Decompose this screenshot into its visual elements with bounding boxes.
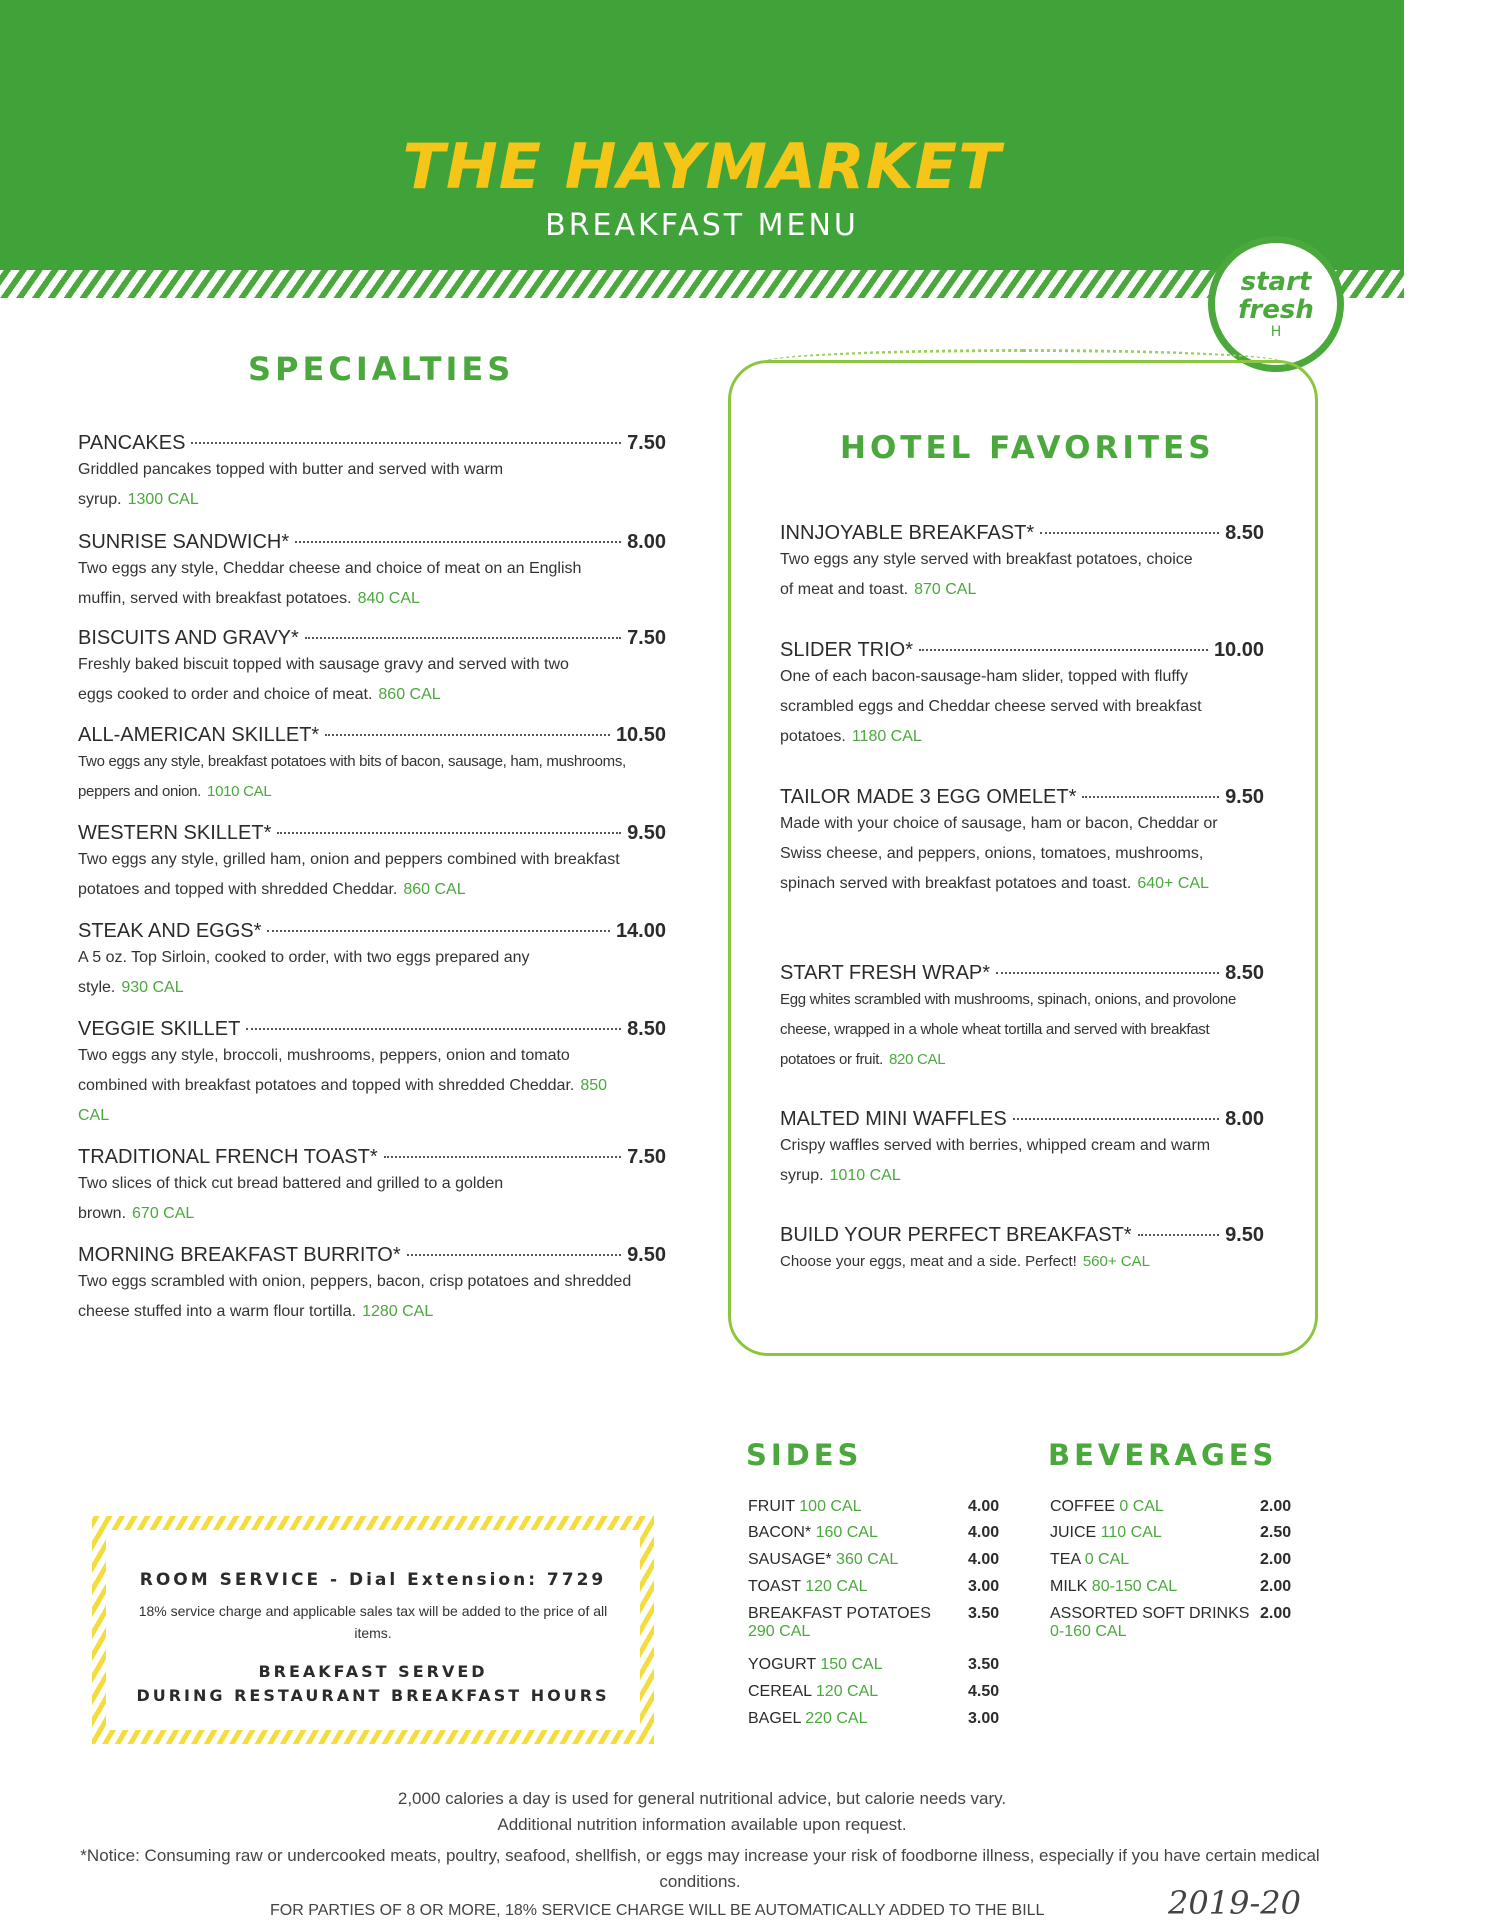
item-calories: 840 CAL	[357, 590, 420, 607]
side-item	[748, 1578, 1008, 1596]
item-description: A 5 oz. Top Sirloin, cooked to order, with two eggs prepared any style.	[78, 949, 530, 996]
item-price: 9.50	[1225, 1224, 1264, 1246]
item-price: 7.50	[627, 1146, 666, 1168]
food-safety-notice: *Notice: Consuming raw or undercooked meats, poultry, seafood, shellfish, or eggs may increase your risk of foodborne illness, especially if you have certain medical conditions.	[80, 1846, 1320, 1891]
item-description: Two slices of thick cut bread battered and grilled to a golden brown.	[78, 1175, 504, 1222]
dot-leader	[267, 930, 610, 932]
header-stripes	[0, 267, 1404, 298]
room-service-extension: ROOM SERVICE - Dial Extension: 7729	[139, 1570, 607, 1590]
dot-leader	[191, 442, 621, 444]
menu-item	[78, 627, 666, 710]
item-name: BUILD YOUR PERFECT BREAKFAST*	[780, 1224, 1132, 1246]
beverages-heading: BEVERAGES	[1048, 1438, 1278, 1472]
item-description: One of each bacon-sausage-ham slider, topped with fluffy scrambled eggs and Cheddar cheese served with breakfast potatoes.	[780, 668, 1202, 745]
menu-item	[780, 1224, 1264, 1277]
item-price: 9.50	[627, 1244, 666, 1266]
menu-item	[780, 786, 1264, 899]
handwritten-year: 2019-20	[1168, 1884, 1301, 1922]
beverage-item	[1050, 1605, 1300, 1641]
room-service-inner	[106, 1530, 640, 1730]
item-name: BACON*	[748, 1524, 812, 1541]
item-calories: 560+ CAL	[1082, 1253, 1150, 1270]
nutrition-info: Additional nutrition information available upon request.	[497, 1815, 907, 1834]
item-price: 8.50	[1225, 522, 1264, 544]
item-calories: 100 CAL	[799, 1498, 862, 1515]
item-name: BISCUITS AND GRAVY*	[78, 627, 299, 649]
calorie-advice: 2,000 calories a day is used for general nutritional advice, but calorie needs vary.	[397, 1789, 1007, 1808]
item-name: TRADITIONAL FRENCH TOAST*	[78, 1146, 378, 1168]
item-description: Griddled pancakes topped with butter and served with warm syrup.	[78, 461, 504, 508]
item-price: 3.50	[968, 1605, 1000, 1622]
hotel-logo-mark: H	[1270, 324, 1282, 340]
item-calories: 120 CAL	[805, 1578, 868, 1595]
side-item	[748, 1605, 1008, 1641]
item-price: 9.50	[1225, 786, 1264, 808]
dot-leader	[305, 637, 621, 639]
item-calories: 930 CAL	[121, 979, 184, 996]
menu-item	[78, 432, 666, 515]
item-name: START FRESH WRAP*	[780, 962, 991, 984]
item-calories: 80-150 CAL	[1091, 1578, 1178, 1595]
item-name: BAGEL	[748, 1710, 801, 1727]
item-description: Two eggs any style served with breakfast potatoes, choice of meat and toast.	[780, 551, 1193, 598]
item-name: COFFEE	[1050, 1498, 1115, 1515]
item-description: Two eggs any style, Cheddar cheese and choice of meat on an English muffin, served with breakfast potatoes.	[78, 560, 582, 607]
item-name: TAILOR MADE 3 EGG OMELET*	[780, 786, 1077, 808]
item-price: 8.50	[627, 1018, 666, 1040]
item-name: TOAST	[748, 1578, 801, 1595]
item-price: 2.00	[1260, 1578, 1292, 1595]
start-fresh-badge	[1215, 243, 1337, 365]
breakfast-hours-line: DURING RESTAURANT BREAKFAST HOURS	[136, 1686, 610, 1705]
item-calories: 120 CAL	[815, 1683, 879, 1700]
side-item	[748, 1683, 1008, 1701]
item-calories: 110 CAL	[1100, 1524, 1162, 1541]
item-description: Two eggs any style, grilled ham, onion and peppers combined with breakfast potatoes and topped with shredded Cheddar.	[78, 851, 620, 898]
item-name: VEGGIE SKILLET	[78, 1018, 241, 1040]
item-calories: 1280 CAL	[362, 1303, 434, 1320]
item-calories: 850 CAL	[78, 1077, 608, 1124]
item-name: MILK	[1050, 1578, 1088, 1595]
dot-leader	[1138, 1234, 1219, 1236]
badge-line1: start	[1240, 267, 1312, 297]
item-calories: 1180 CAL	[851, 728, 922, 745]
item-calories: 360 CAL	[836, 1551, 899, 1568]
side-item	[748, 1710, 1008, 1728]
item-price: 8.00	[627, 531, 666, 553]
item-price: 3.00	[968, 1710, 1000, 1727]
item-name: ASSORTED SOFT DRINKS	[1050, 1605, 1250, 1622]
item-name: MORNING BREAKFAST BURRITO*	[78, 1244, 401, 1266]
side-item	[748, 1498, 1008, 1516]
beverage-item	[1050, 1551, 1300, 1569]
side-item	[748, 1551, 1008, 1569]
menu-item	[780, 522, 1264, 605]
item-calories: 160 CAL	[815, 1524, 878, 1541]
item-calories: 1300 CAL	[127, 491, 199, 508]
item-calories: 860 CAL	[403, 881, 466, 898]
item-name: MALTED MINI WAFFLES	[780, 1108, 1007, 1130]
menu-item	[78, 822, 666, 905]
item-price: 2.00	[1260, 1551, 1292, 1568]
dot-leader	[1040, 532, 1219, 534]
item-calories: 0 CAL	[1119, 1498, 1164, 1515]
item-description: Made with your choice of sausage, ham or bacon, Cheddar or Swiss cheese, and peppers, onions, tomatoes, mushrooms, spinach served with breakfast potatoes and toast.	[780, 815, 1218, 892]
beverage-item	[1050, 1498, 1300, 1516]
item-price: 14.00	[615, 920, 666, 942]
item-name: YOGURT	[748, 1656, 816, 1673]
item-name: STEAK AND EGGS*	[78, 920, 262, 942]
menu-item	[78, 1146, 666, 1229]
menu-item	[780, 1108, 1264, 1191]
party-service-charge: FOR PARTIES OF 8 OR MORE, 18% SERVICE CHARGE WILL BE AUTOMATICALLY ADDED TO THE BILL	[270, 1902, 1045, 1919]
specialties-heading: SPECIALTIES	[248, 350, 515, 388]
item-name: JUICE	[1050, 1524, 1097, 1541]
menu-item	[78, 1244, 666, 1327]
dot-leader	[919, 649, 1208, 651]
item-calories: 0 CAL	[1084, 1551, 1130, 1568]
item-calories: 1010 CAL	[829, 1167, 901, 1184]
item-description: Two eggs any style, broccoli, mushrooms, peppers, onion and tomato combined with breakfast potatoes and topped with shredded Cheddar.	[78, 1047, 575, 1094]
item-price: 4.00	[968, 1498, 1000, 1515]
item-price: 7.50	[627, 432, 666, 454]
item-calories: 670 CAL	[132, 1205, 195, 1222]
item-price: 3.00	[968, 1578, 1000, 1595]
item-name: INNJOYABLE BREAKFAST*	[780, 522, 1035, 544]
item-price: 4.00	[968, 1551, 1000, 1568]
item-calories: 640+ CAL	[1137, 875, 1209, 892]
menu-item	[78, 920, 666, 1003]
item-name: ALL-AMERICAN SKILLET*	[78, 724, 320, 746]
item-name: PANCAKES	[78, 432, 186, 454]
item-calories: 870 CAL	[914, 581, 977, 598]
hotel-favorites-heading: HOTEL FAVORITES	[840, 430, 1215, 466]
item-description: Freshly baked biscuit topped with sausage gravy and served with two eggs cooked to order and choice of meat.	[78, 656, 569, 703]
item-description: Choose your eggs, meat and a side. Perfect!	[780, 1253, 1077, 1270]
item-price: 4.50	[968, 1683, 1000, 1700]
item-description: Egg whites scrambled with mushrooms, spinach, onions, and provolone cheese, wrapped in a whole wheat tortilla and served with breakfast potatoes or fruit.	[780, 991, 1236, 1068]
side-item	[748, 1524, 1008, 1542]
item-name: SLIDER TRIO*	[780, 639, 913, 661]
item-price: 2.00	[1260, 1498, 1292, 1515]
item-name: CEREAL	[748, 1683, 812, 1700]
breakfast-served-line: BREAKFAST SERVED	[258, 1662, 488, 1681]
item-calories: 0-160 CAL	[1050, 1623, 1127, 1640]
item-name: TEA	[1050, 1551, 1081, 1568]
item-price: 10.50	[615, 724, 666, 746]
item-calories: 220 CAL	[805, 1710, 868, 1727]
service-charge-note: 18% service charge and applicable sales tax will be added to the price of all items.	[138, 1603, 608, 1641]
side-item	[748, 1656, 1008, 1674]
item-price: 2.50	[1260, 1524, 1292, 1541]
menu-item	[78, 1018, 666, 1131]
item-price: 7.50	[627, 627, 666, 649]
item-description: Two eggs any style, breakfast potatoes with bits of bacon, sausage, ham, mushrooms, peppers and onion.	[78, 753, 626, 800]
beverage-item	[1050, 1578, 1300, 1596]
beverage-item	[1050, 1524, 1300, 1542]
sides-heading: SIDES	[746, 1438, 863, 1472]
restaurant-title: THE HAYMARKET	[402, 130, 1002, 203]
menu-item	[78, 724, 666, 807]
item-price: 8.50	[1225, 962, 1264, 984]
dot-leader	[1013, 1118, 1219, 1120]
menu-subtitle: BREAKFAST MENU	[545, 208, 859, 243]
dot-leader	[996, 972, 1219, 974]
badge-line2: fresh	[1238, 295, 1314, 325]
dot-leader	[407, 1254, 621, 1256]
item-price: 9.50	[627, 822, 666, 844]
item-price: 2.00	[1260, 1605, 1292, 1622]
item-calories: 820 CAL	[889, 1051, 946, 1068]
dot-leader	[1082, 796, 1219, 798]
item-name: SAUSAGE*	[748, 1551, 832, 1568]
item-description: Two eggs scrambled with onion, peppers, bacon, crisp potatoes and shredded cheese stuffed into a warm flour tortilla.	[78, 1273, 632, 1320]
menu-item	[780, 639, 1264, 752]
dot-leader	[277, 832, 621, 834]
item-calories: 150 CAL	[820, 1656, 883, 1673]
item-price: 8.00	[1225, 1108, 1264, 1130]
item-calories: 290 CAL	[748, 1623, 811, 1640]
item-price: 3.50	[968, 1656, 1000, 1673]
item-name: BREAKFAST POTATOES	[748, 1605, 931, 1622]
item-name: FRUIT	[748, 1498, 795, 1515]
dot-leader	[325, 734, 610, 736]
item-calories: 1010 CAL	[207, 783, 272, 800]
item-name: WESTERN SKILLET*	[78, 822, 272, 844]
item-description: Crispy waffles served with berries, whipped cream and warm syrup.	[780, 1137, 1211, 1184]
item-price: 10.00	[1213, 639, 1264, 661]
dot-leader	[295, 541, 621, 543]
dot-leader	[246, 1028, 621, 1030]
menu-item	[780, 962, 1264, 1075]
item-price: 4.00	[968, 1524, 1000, 1541]
dot-leader	[384, 1156, 621, 1158]
menu-item	[78, 531, 666, 614]
item-calories: 860 CAL	[378, 686, 441, 703]
room-service-box	[92, 1516, 654, 1744]
item-name: SUNRISE SANDWICH*	[78, 531, 290, 553]
